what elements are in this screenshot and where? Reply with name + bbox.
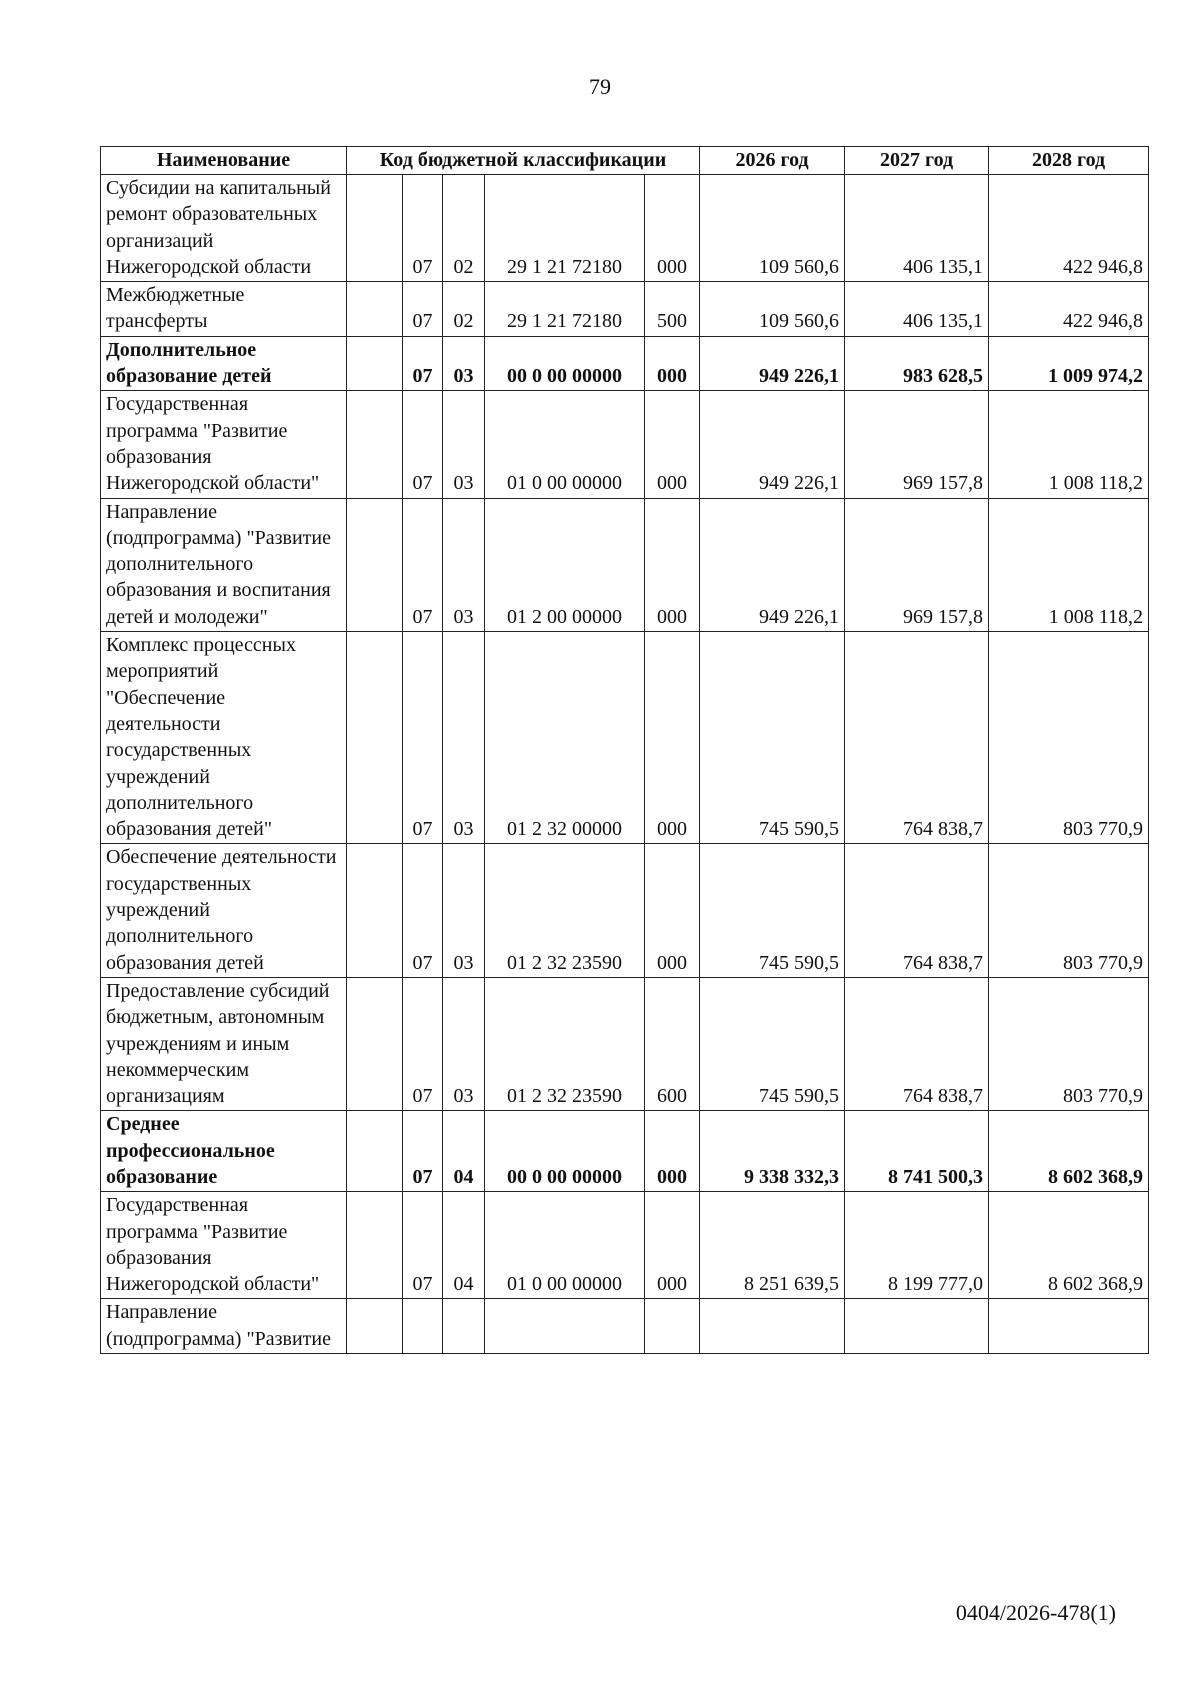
cell-subsection: 03 [443,977,485,1110]
cell-2027: 8 199 777,0 [845,1192,989,1299]
cell-target-article: 01 2 32 23590 [485,844,645,977]
table-row [101,1299,1149,1354]
cell-code-blank [347,977,403,1110]
cell-section: 07 [403,844,443,977]
cell-name: Дополнительное образование детей [101,336,347,391]
cell-section: 07 [403,977,443,1110]
cell-2028: 803 770,9 [989,632,1149,844]
cell-section: 07 [403,336,443,391]
cell-target-article: 01 2 32 23590 [485,977,645,1110]
header-name: Наименование [101,147,347,175]
table-body [101,175,1149,1354]
cell-2027 [845,1299,989,1354]
cell-expense-type [645,1299,700,1354]
cell-2027: 969 157,8 [845,391,989,498]
table-row [101,175,1149,282]
cell-target-article: 01 0 00 00000 [485,1192,645,1299]
cell-subsection: 04 [443,1192,485,1299]
cell-name: Государственная программа "Развитие образования Нижегородской области" [101,1192,347,1299]
cell-expense-type: 000 [645,632,700,844]
cell-subsection: 03 [443,632,485,844]
cell-2026: 745 590,5 [700,844,845,977]
cell-subsection: 03 [443,336,485,391]
cell-target-article [485,1299,645,1354]
document-code: 0404/2026-478(1) [955,1600,1116,1625]
cell-2027: 764 838,7 [845,844,989,977]
cell-code-blank [347,498,403,631]
cell-2026: 949 226,1 [700,498,845,631]
cell-2027: 969 157,8 [845,498,989,631]
cell-target-article: 29 1 21 72180 [485,175,645,282]
cell-subsection: 03 [443,391,485,498]
cell-2027: 983 628,5 [845,336,989,391]
cell-code-blank [347,632,403,844]
budget-table [100,146,1149,1354]
cell-expense-type: 000 [645,498,700,631]
cell-name: Межбюджетные трансферты [101,282,347,337]
cell-expense-type: 000 [645,336,700,391]
table-row [101,336,1149,391]
header-2028: 2028 год [989,147,1149,175]
cell-section: 07 [403,175,443,282]
cell-subsection: 04 [443,1111,485,1192]
table-row [101,632,1149,844]
cell-target-article: 29 1 21 72180 [485,282,645,337]
cell-target-article: 01 0 00 00000 [485,391,645,498]
cell-2028: 422 946,8 [989,175,1149,282]
cell-code-blank [347,1111,403,1192]
cell-2026: 745 590,5 [700,632,845,844]
cell-name: Среднее профессиональное образование [101,1111,347,1192]
cell-target-article: 00 0 00 00000 [485,336,645,391]
table-row [101,1192,1149,1299]
table-row [101,498,1149,631]
cell-2026: 8 251 639,5 [700,1192,845,1299]
cell-2028: 803 770,9 [989,977,1149,1110]
cell-2028: 1 009 974,2 [989,336,1149,391]
cell-2026: 109 560,6 [700,175,845,282]
cell-code-blank [347,1192,403,1299]
cell-section: 07 [403,1111,443,1192]
cell-2026: 9 338 332,3 [700,1111,845,1192]
table-row [101,391,1149,498]
cell-name: Предоставление субсидий бюджетным, автономным учреждениям и иным некоммерческим организациям [101,977,347,1110]
cell-target-article: 01 2 00 00000 [485,498,645,631]
cell-expense-type: 000 [645,391,700,498]
table-header-row [101,147,1149,175]
cell-2026: 109 560,6 [700,282,845,337]
cell-2028: 803 770,9 [989,844,1149,977]
cell-code-blank [347,282,403,337]
cell-expense-type: 000 [645,844,700,977]
cell-section [403,1299,443,1354]
cell-2027: 8 741 500,3 [845,1111,989,1192]
cell-target-article: 01 2 32 00000 [485,632,645,844]
header-2027: 2027 год [845,147,989,175]
cell-expense-type: 000 [645,175,700,282]
cell-2028: 8 602 368,9 [989,1111,1149,1192]
cell-subsection: 03 [443,498,485,631]
cell-2026: 745 590,5 [700,977,845,1110]
cell-code-blank [347,336,403,391]
cell-expense-type: 000 [645,1192,700,1299]
cell-code-blank [347,1299,403,1354]
cell-2028 [989,1299,1149,1354]
cell-subsection: 02 [443,175,485,282]
header-code: Код бюджетной классификации [347,147,700,175]
cell-2027: 764 838,7 [845,632,989,844]
cell-subsection: 03 [443,844,485,977]
cell-2027: 406 135,1 [845,282,989,337]
cell-name: Комплекс процессных мероприятий "Обеспечение деятельности государственных учреждений дополнительного образования детей" [101,632,347,844]
cell-2028: 422 946,8 [989,282,1149,337]
cell-subsection: 02 [443,282,485,337]
cell-subsection [443,1299,485,1354]
cell-section: 07 [403,632,443,844]
cell-name: Направление (подпрограмма) "Развитие [101,1299,347,1354]
cell-section: 07 [403,1192,443,1299]
cell-2028: 8 602 368,9 [989,1192,1149,1299]
cell-expense-type: 600 [645,977,700,1110]
cell-2026: 949 226,1 [700,391,845,498]
cell-code-blank [347,175,403,282]
cell-target-article: 00 0 00 00000 [485,1111,645,1192]
cell-name: Субсидии на капитальный ремонт образовательных организаций Нижегородской области [101,175,347,282]
cell-expense-type: 000 [645,1111,700,1192]
cell-name: Государственная программа "Развитие образования Нижегородской области" [101,391,347,498]
cell-name: Направление (подпрограмма) "Развитие дополнительного образования и воспитания детей и молодежи" [101,498,347,631]
header-2026: 2026 год [700,147,845,175]
table-row [101,1111,1149,1192]
cell-2027: 406 135,1 [845,175,989,282]
cell-section: 07 [403,282,443,337]
cell-2028: 1 008 118,2 [989,498,1149,631]
cell-2026: 949 226,1 [700,336,845,391]
cell-2027: 764 838,7 [845,977,989,1110]
cell-code-blank [347,844,403,977]
cell-section: 07 [403,498,443,631]
table-row [101,977,1149,1110]
cell-expense-type: 500 [645,282,700,337]
cell-2028: 1 008 118,2 [989,391,1149,498]
cell-2026 [700,1299,845,1354]
cell-code-blank [347,391,403,498]
table-row [101,282,1149,337]
cell-section: 07 [403,391,443,498]
table-row [101,844,1149,977]
cell-name: Обеспечение деятельности государственных учреждений дополнительного образования детей [101,844,347,977]
page-number: 79 [589,74,611,99]
